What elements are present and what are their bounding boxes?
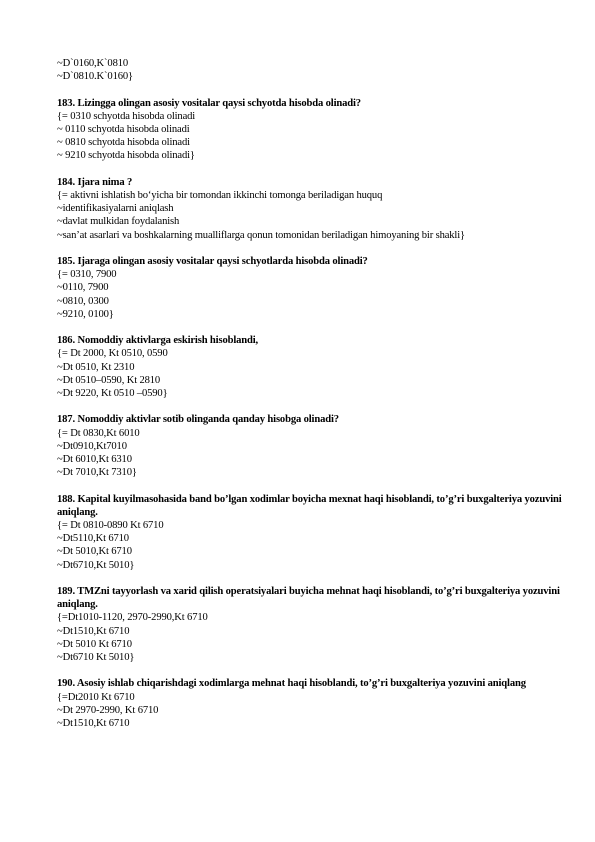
question-block-189 [57, 585, 585, 664]
leading-answers [57, 57, 585, 83]
document-page [57, 57, 585, 730]
answer-line: {= aktivni ishlatish bo‘yicha bir tomondan ikkinchi tomonga beriladigan huquq [57, 190, 383, 201]
answer-line: ~davlat mulkidan foydalanish [57, 216, 180, 228]
question-title: 190. Asosiy ishlab chiqarishdagi xodimlarga mehnat haqi hisoblandi, to’g’ri buxgalteriya yozuvini aniqlang [57, 678, 526, 690]
question-title: 184. Ijara nima ? [57, 176, 133, 188]
answer-line: ~Dt 2970-2990, Kt 6710 [57, 704, 159, 716]
answer-line: {=Dt1010-1120, 2970-2990,Kt 6710 [57, 612, 208, 624]
answer-line: ~Dt6710,Kt 5010} [57, 559, 135, 571]
answer-line: ~Dt5110,Kt 6710 [57, 533, 129, 545]
question-title: 183. Lizingga olingan asosiy vositalar qaysi schyotda hisobda olinadi? [57, 97, 361, 109]
answer-line: ~D`0810.K`0160} [57, 71, 133, 83]
answer-line: ~0810, 0300 [57, 295, 109, 307]
answer-line: ~Dt0910,Kt7010 [57, 440, 127, 452]
answer-line: ~ 0110 schyotda hisobda olinadi [57, 124, 190, 135]
answer-line: ~Dt6710 Kt 5010} [57, 652, 135, 664]
question-title: 186. Nomoddiy aktivlarga eskirish hisoblandi, [57, 335, 259, 347]
answer-line: ~Dt 0510, Kt 2310 [57, 361, 135, 373]
answer-line: ~Dt 9220, Kt 0510 –0590} [57, 388, 168, 400]
question-block-185 [57, 255, 585, 321]
answer-line: ~Dt 7010,Kt 7310} [57, 467, 137, 479]
answer-line: ~identifikasiyalarni aniqlash [57, 203, 174, 215]
question-block-186 [57, 334, 585, 400]
answer-line: {= Dt 0810-0890 Kt 6710 [57, 520, 164, 532]
answer-line: {= Dt 0830,Kt 6010 [57, 427, 140, 439]
answer-line: ~san’at asarlari va boshkalarning mualliflarga qonun tomonidan beriladigan himoyaning bir shakli} [57, 229, 465, 241]
question-title: 189. TMZni tayyorlash va xarid qilish operatsiyalari buyicha mehnat haqi hisoblandi, to’g’ri buxgalteriya yozuvini aniqlang. [57, 586, 560, 611]
question-title: 188. Kapital kuyilmasohasida band bo’lgan xodimlar boyicha mexnat haqi hisoblandi, to’g’ri buxgalteriya yozuvini aniqlang. [57, 493, 562, 518]
answer-line: {= 0310, 7900 [57, 269, 117, 281]
answer-line: ~Dt1510,Kt 6710 [57, 625, 130, 637]
answer-line: ~0110, 7900 [57, 282, 109, 294]
answer-line: {= Dt 2000, Kt 0510, 0590 [57, 348, 168, 360]
answer-line: ~D`0160,K`0810 [57, 58, 129, 69]
question-title: 187. Nomoddiy aktivlar sotib olinganda qanday hisobga olinadi? [57, 414, 339, 426]
answer-line: ~Dt 6010,Kt 6310 [57, 454, 132, 466]
answer-line: ~Dt 0510–0590, Kt 2810 [57, 374, 161, 386]
question-block-190 [57, 677, 585, 730]
answer-line: {= 0310 schyotda hisobda olinadi [57, 110, 196, 122]
answer-line: ~Dt 5010 Kt 6710 [57, 638, 132, 650]
answer-line: ~9210, 0100} [57, 308, 114, 320]
question-title: 185. Ijaraga olingan asosiy vositalar qaysi schyotlarda hisobda olinadi? [57, 256, 368, 267]
answer-line: ~ 9210 schyotda hisobda olinadi} [57, 150, 195, 162]
answer-line: ~Dt 5010,Kt 6710 [57, 546, 132, 558]
question-block-188 [57, 493, 585, 572]
answer-line: {=Dt2010 Kt 6710 [57, 691, 135, 703]
answer-line: ~Dt1510,Kt 6710 [57, 718, 130, 730]
question-block-184 [57, 176, 585, 242]
question-block-187 [57, 413, 585, 479]
answer-line: ~ 0810 schyotda hisobda olinadi [57, 137, 190, 149]
question-block-183 [57, 97, 585, 163]
